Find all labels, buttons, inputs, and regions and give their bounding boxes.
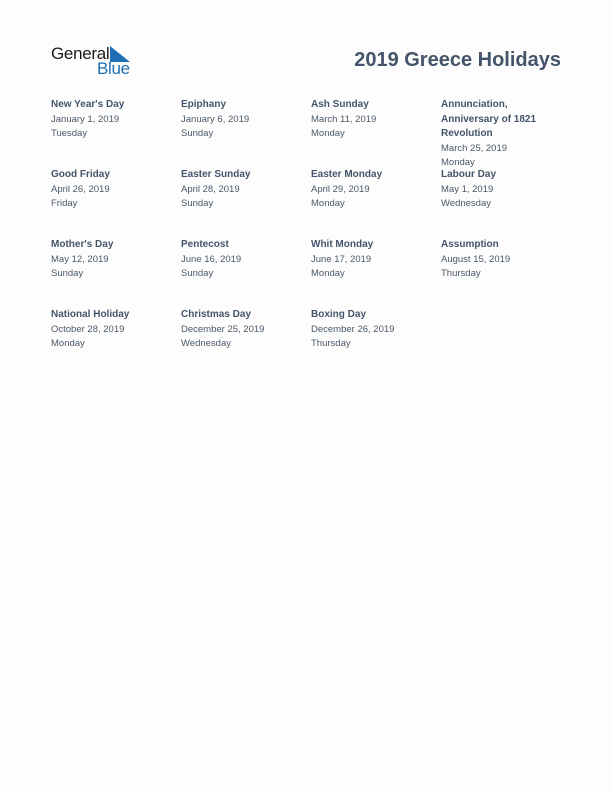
holiday-name: National Holiday bbox=[51, 309, 130, 320]
holiday-item bbox=[311, 168, 429, 211]
holiday-weekday: Monday bbox=[311, 267, 345, 279]
holiday-item bbox=[441, 238, 559, 281]
holiday-name: Annunciation, Anniversary of 1821 Revolution bbox=[441, 99, 537, 139]
holiday-item bbox=[311, 98, 429, 141]
holiday-weekday: Tuesday bbox=[51, 127, 88, 139]
holiday-item bbox=[181, 98, 299, 141]
holiday-item bbox=[51, 98, 169, 141]
holiday-date: June 17, 2019 bbox=[311, 253, 372, 265]
holiday-date: March 11, 2019 bbox=[311, 113, 377, 125]
holiday-item bbox=[441, 168, 559, 211]
holiday-date: January 6, 2019 bbox=[181, 113, 250, 125]
holiday-name: Pentecost bbox=[181, 239, 229, 250]
holiday-item bbox=[51, 308, 169, 351]
holiday-date: August 15, 2019 bbox=[441, 253, 511, 265]
holiday-name: Easter Sunday bbox=[181, 169, 251, 180]
holiday-date: April 26, 2019 bbox=[51, 183, 110, 195]
logo-general-text: General bbox=[51, 44, 110, 63]
holiday-name: Whit Monday bbox=[311, 239, 374, 250]
holiday-date: May 1, 2019 bbox=[441, 183, 494, 195]
holiday-date: December 26, 2019 bbox=[311, 323, 395, 335]
holiday-weekday: Friday bbox=[51, 197, 78, 209]
holiday-item bbox=[441, 98, 551, 170]
holiday-name: Labour Day bbox=[441, 169, 497, 180]
holiday-weekday: Monday bbox=[311, 127, 345, 139]
holiday-weekday: Monday bbox=[51, 337, 85, 349]
holiday-name: Assumption bbox=[441, 239, 499, 250]
holiday-date: May 12, 2019 bbox=[51, 253, 109, 265]
holiday-name: New Year's Day bbox=[51, 99, 125, 110]
holiday-name: Easter Monday bbox=[311, 169, 383, 180]
holiday-item bbox=[181, 168, 299, 211]
holiday-item bbox=[181, 308, 299, 351]
holiday-date: April 28, 2019 bbox=[181, 183, 240, 195]
holiday-item bbox=[311, 238, 429, 281]
holiday-weekday: Monday bbox=[441, 156, 475, 168]
holiday-date: December 25, 2019 bbox=[181, 323, 265, 335]
holiday-name: Epiphany bbox=[181, 99, 227, 110]
holiday-date: March 25, 2019 bbox=[441, 142, 508, 154]
holiday-weekday: Monday bbox=[311, 197, 345, 209]
page-title: 2019 Greece Holidays bbox=[354, 49, 561, 71]
holiday-date: June 16, 2019 bbox=[181, 253, 242, 265]
holiday-date: April 29, 2019 bbox=[311, 183, 370, 195]
holiday-weekday: Sunday bbox=[181, 267, 214, 279]
holiday-item bbox=[51, 168, 169, 211]
holiday-item bbox=[181, 238, 299, 281]
holiday-weekday: Sunday bbox=[181, 127, 214, 139]
holiday-name: Christmas Day bbox=[181, 309, 252, 320]
holiday-name: Good Friday bbox=[51, 169, 110, 180]
holiday-name: Boxing Day bbox=[311, 309, 367, 320]
holiday-weekday: Wednesday bbox=[181, 337, 231, 349]
holiday-weekday: Thursday bbox=[311, 337, 351, 349]
holiday-name: Ash Sunday bbox=[311, 99, 369, 110]
holiday-weekday: Thursday bbox=[441, 267, 481, 279]
holiday-date: October 28, 2019 bbox=[51, 323, 125, 335]
holiday-item bbox=[311, 308, 429, 351]
holiday-weekday: Sunday bbox=[51, 267, 84, 279]
generalblue-logo bbox=[50, 44, 134, 78]
holiday-date: January 1, 2019 bbox=[51, 113, 120, 125]
holiday-item bbox=[51, 238, 169, 281]
holiday-name: Mother's Day bbox=[51, 239, 114, 250]
logo-blue-text: Blue bbox=[97, 59, 130, 78]
holiday-weekday: Sunday bbox=[181, 197, 214, 209]
holiday-weekday: Wednesday bbox=[441, 197, 491, 209]
